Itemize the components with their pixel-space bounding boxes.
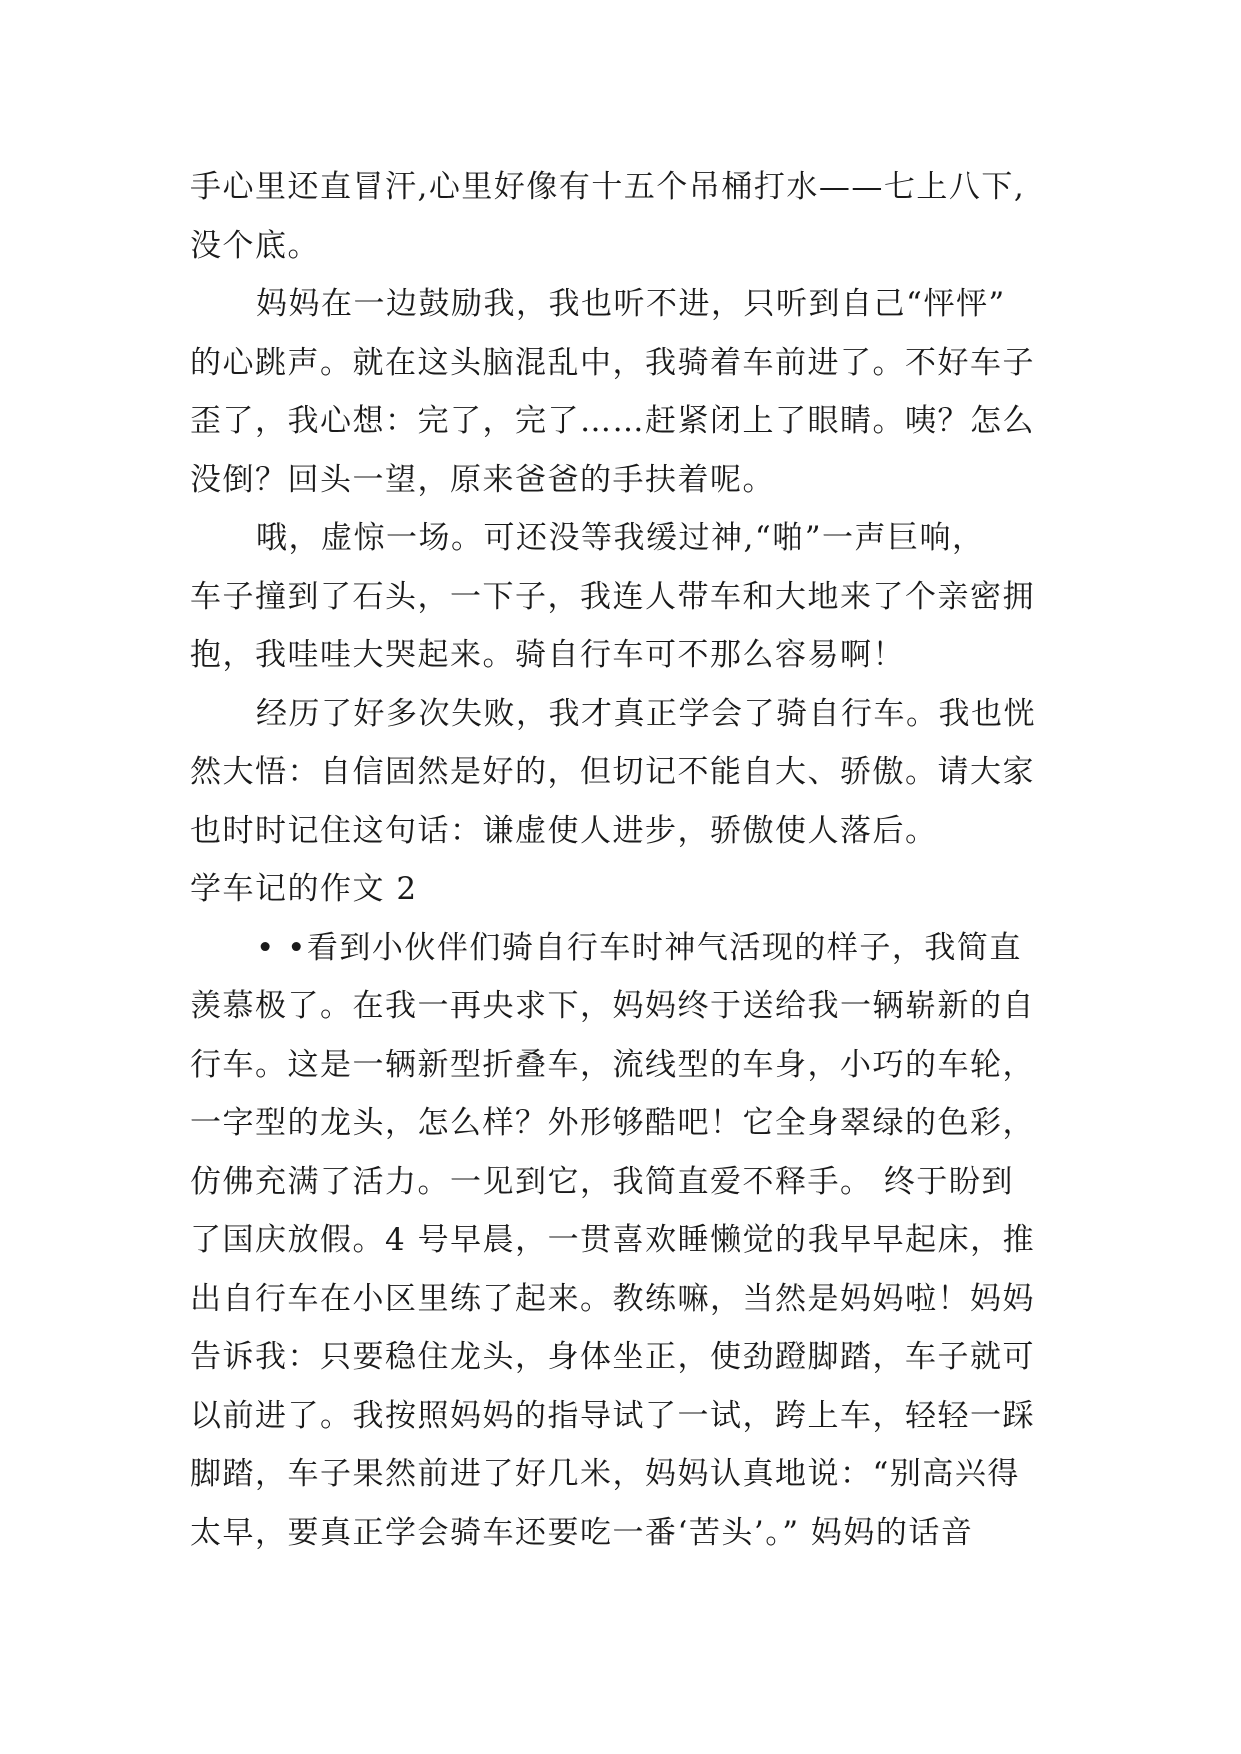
text-line: 抱，我哇哇大哭起来。骑自行车可不那么容易啊！ xyxy=(190,637,905,673)
text-line: 也时时记住这句话：谦虚使人进步，骄傲使人落后。 xyxy=(190,812,938,849)
text-line: 了国庆放假。4 号早晨，一贯喜欢睡懒觉的我早早起床，推 xyxy=(190,1222,1036,1258)
text-line: 一字型的龙头，怎么样？外形够酷吧！它全身翠绿的色彩， xyxy=(190,1105,1035,1141)
text-line: 手心里还直冒汗,心里好像有十五个吊桶打水——七上八下, xyxy=(190,169,1026,205)
section-heading: 学车记的作文 2 xyxy=(190,871,418,907)
text-line: 车子撞到了石头，一下子，我连人带车和大地来了个亲密拥 xyxy=(190,578,1035,615)
text-line: 行车。这是一辆新型折叠车，流线型的车身，小巧的车轮， xyxy=(190,1046,1035,1083)
text-line: 出自行车在小区里练了起来。教练嘛，当然是妈妈啦！妈妈 xyxy=(190,1280,1035,1317)
text-line: 告诉我：只要稳住龙头，身体坐正，使劲蹬脚踏，车子就可 xyxy=(190,1339,1035,1375)
text-line: 太早，要真正学会骑车还要吃一番‘苦头’。” 妈妈的话音 xyxy=(190,1514,974,1551)
text-line: 妈妈在一边鼓励我，我也听不进，只听到自己“怦怦” xyxy=(256,286,1006,322)
text-line: 脚踏，车子果然前进了好几米，妈妈认真地说：“别高兴得 xyxy=(190,1456,1020,1492)
text-line: 没倒？回头一望，原来爸爸的手扶着呢。 xyxy=(190,461,775,498)
text-line: 以前进了。我按照妈妈的指导试了一试，跨上车，轻轻一踩 xyxy=(190,1397,1035,1434)
text-line: 羡慕极了。在我一再央求下，妈妈终于送给我一辆崭新的自 xyxy=(190,988,1035,1024)
text-line: 的心跳声。就在这头脑混乱中，我骑着车前进了。不好车子 xyxy=(190,344,1035,381)
document-body xyxy=(190,158,1090,1562)
text-line: 经历了好多次失败，我才真正学会了骑自行车。我也恍 xyxy=(256,695,1036,732)
text-line: 哦，虚惊一场。可还没等我缓过神,“啪”一声巨响， xyxy=(256,520,985,556)
text-line: 仿佛充满了活力。一见到它，我简直爱不释手。 终于盼到 xyxy=(190,1163,1014,1200)
text-line: 没个底。 xyxy=(190,227,320,264)
text-line: • •看到小伙伴们骑自行车时神气活现的样子，我简直 xyxy=(256,929,1022,966)
text-line: 歪了，我心想：完了，完了……赶紧闭上了眼睛。咦？怎么 xyxy=(190,403,1035,439)
text-line: 然大悟：自信固然是好的，但切记不能自大、骄傲。请大家 xyxy=(190,754,1035,790)
